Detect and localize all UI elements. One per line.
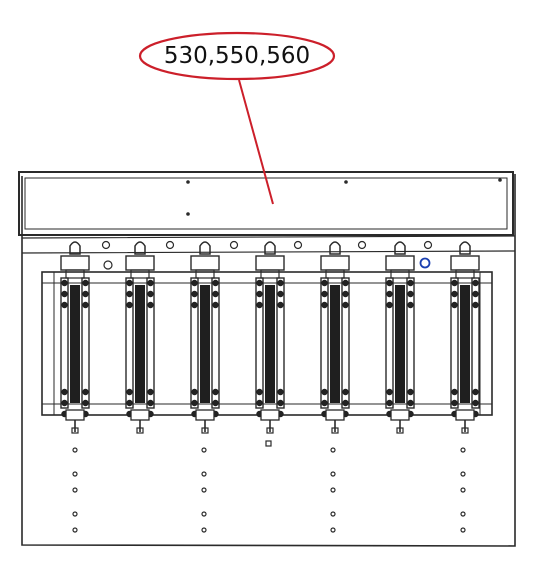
mounting-hole — [73, 448, 77, 452]
mounting-hole — [331, 512, 335, 516]
plate-holes — [73, 448, 465, 532]
mounting-hole — [202, 528, 206, 532]
mounting-hole — [461, 528, 465, 532]
mounting-hole — [461, 488, 465, 492]
mounting-hole — [331, 488, 335, 492]
mounting-hole — [73, 512, 77, 516]
callout-leader-line — [239, 80, 273, 204]
blue-port — [421, 259, 430, 268]
mounting-hole — [202, 472, 206, 476]
mounting-hole — [202, 488, 206, 492]
mounting-hole — [202, 512, 206, 516]
mounting-hole — [461, 472, 465, 476]
manifold-rail — [22, 236, 515, 253]
mounting-hole — [73, 472, 77, 476]
mounting-hole — [461, 512, 465, 516]
mounting-hole — [461, 448, 465, 452]
mounting-hole — [73, 528, 77, 532]
callout-label: 530,550,560 — [163, 43, 311, 69]
mounting-hole — [73, 488, 77, 492]
square-cutout — [266, 441, 271, 446]
mounting-hole — [331, 472, 335, 476]
mounting-hole — [331, 448, 335, 452]
header-bar-inner — [25, 178, 507, 229]
callout-ellipse — [140, 33, 334, 79]
mounting-hole — [202, 448, 206, 452]
mounting-hole — [331, 528, 335, 532]
header-rivets — [186, 178, 502, 216]
